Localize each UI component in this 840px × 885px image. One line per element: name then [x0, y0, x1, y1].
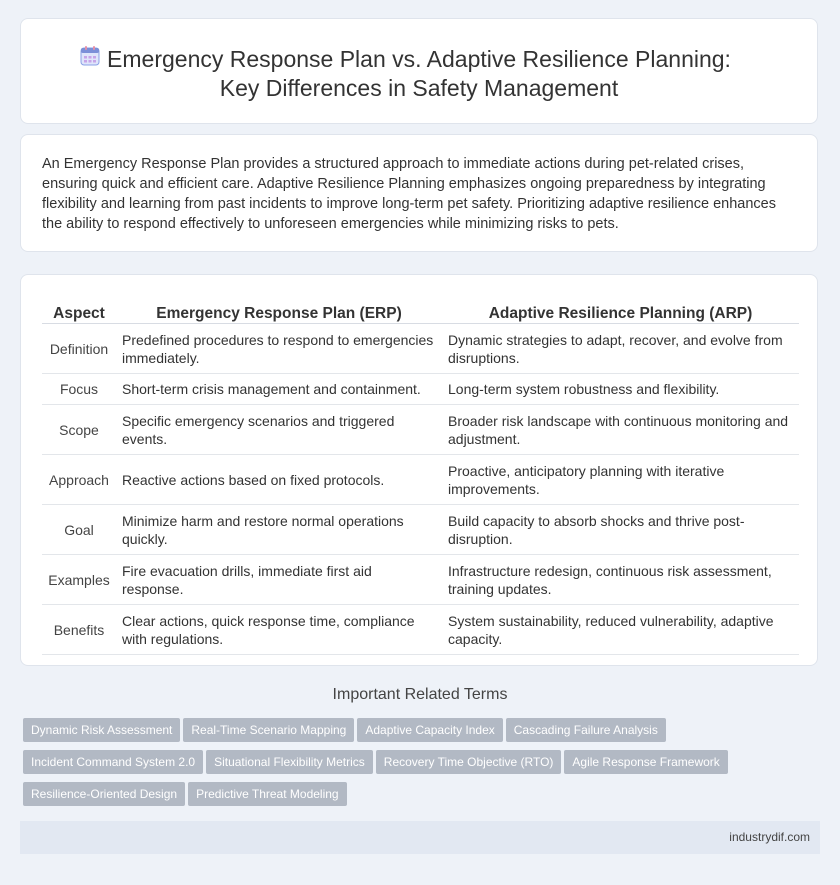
intro-paragraph: An Emergency Response Plan provides a structured approach to immediate actions during pet-related crises, ensuring quick and efficient care. Adaptive Resilience Planning emphasizes ongoing preparedness by integrating flexibility and learning from past incidents to improve long-term pet safety. Prioritizing adaptive resilience enhances the ability to respond effectively to unforeseen emergencies while minimizing risks to pets. [42, 156, 776, 232]
header-aspect: Aspect [42, 293, 116, 324]
arp-cell: System sustainability, reduced vulnerability, adaptive capacity. [442, 605, 799, 655]
arp-cell: Broader risk landscape with continuous monitoring and adjustment. [442, 405, 799, 455]
related-term-tag[interactable]: Agile Response Framework [564, 750, 727, 774]
aspect-cell: Focus [42, 374, 116, 405]
related-term-tag[interactable]: Adaptive Capacity Index [357, 718, 502, 742]
table-row [42, 324, 799, 374]
comparison-card [20, 274, 818, 666]
arp-cell: Long-term system robustness and flexibility. [442, 374, 799, 405]
title-card [20, 18, 818, 124]
related-term-tag[interactable]: Dynamic Risk Assessment [23, 718, 180, 742]
erp-cell: Reactive actions based on fixed protocols. [116, 455, 442, 505]
intro-card [20, 134, 818, 252]
footer [20, 821, 820, 854]
related-terms-list [23, 718, 783, 814]
aspect-cell: Approach [42, 455, 116, 505]
comparison-table [42, 293, 799, 655]
erp-cell: Clear actions, quick response time, compliance with regulations. [116, 605, 442, 655]
arp-cell: Proactive, anticipatory planning with iterative improvements. [442, 455, 799, 505]
footer-site-link[interactable]: industrydif.com [729, 830, 810, 844]
related-term-tag[interactable]: Situational Flexibility Metrics [206, 750, 373, 774]
arp-cell: Dynamic strategies to adapt, recover, and evolve from disruptions. [442, 324, 799, 374]
aspect-cell: Goal [42, 505, 116, 555]
table-row [42, 405, 799, 455]
header-erp: Emergency Response Plan (ERP) [116, 293, 442, 324]
table-row [42, 555, 799, 605]
related-terms-heading: Important Related Terms [332, 686, 508, 703]
arp-cell: Build capacity to absorb shocks and thrive post-disruption. [442, 505, 799, 555]
related-term-tag[interactable]: Cascading Failure Analysis [506, 718, 666, 742]
aspect-cell: Definition [42, 324, 116, 374]
header-arp: Adaptive Resilience Planning (ARP) [442, 293, 799, 324]
aspect-cell: Scope [42, 405, 116, 455]
table-header-row [42, 293, 799, 324]
erp-cell: Minimize harm and restore normal operations quickly. [116, 505, 442, 555]
related-term-tag[interactable]: Recovery Time Objective (RTO) [376, 750, 562, 774]
table-row [42, 455, 799, 505]
erp-cell: Fire evacuation drills, immediate first aid response. [116, 555, 442, 605]
aspect-cell: Benefits [42, 605, 116, 655]
table-row [42, 374, 799, 405]
aspect-cell: Examples [42, 555, 116, 605]
related-term-tag[interactable]: Resilience-Oriented Design [23, 782, 185, 806]
erp-cell: Short-term crisis management and containment. [116, 374, 442, 405]
arp-cell: Infrastructure redesign, continuous risk assessment, training updates. [442, 555, 799, 605]
page-title: Emergency Response Plan vs. Adaptive Resilience Planning: Key Differences in Safety Management [107, 46, 731, 101]
table-row [42, 605, 799, 655]
erp-cell: Specific emergency scenarios and triggered events. [116, 405, 442, 455]
related-term-tag[interactable]: Predictive Threat Modeling [188, 782, 347, 806]
related-term-tag[interactable]: Incident Command System 2.0 [23, 750, 203, 774]
related-term-tag[interactable]: Real-Time Scenario Mapping [183, 718, 354, 742]
table-row [42, 505, 799, 555]
erp-cell: Predefined procedures to respond to emergencies immediately. [116, 324, 442, 374]
